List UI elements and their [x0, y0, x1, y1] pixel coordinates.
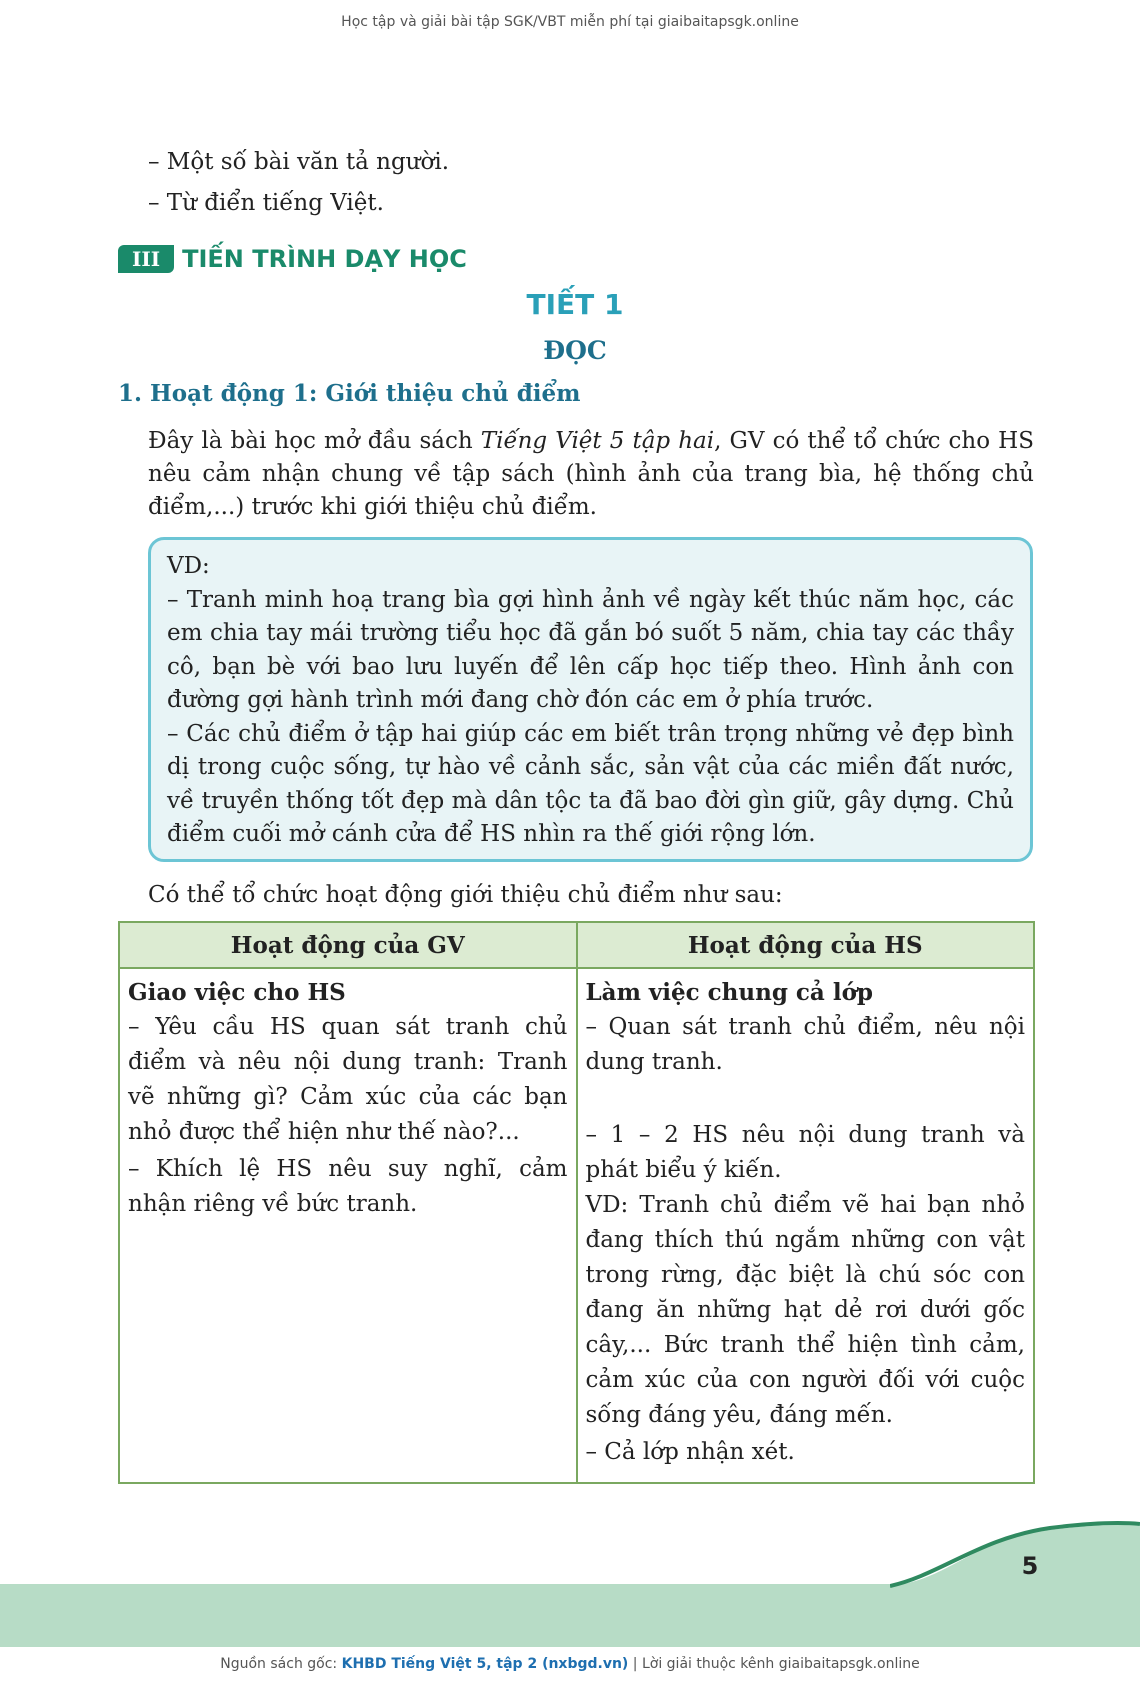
example-box: [148, 537, 1033, 862]
gv-item-1: – Yêu cầu HS quan sát tranh chủ điểm và nêu nội dung tranh: Tranh vẽ những gì? Cảm xúc của các bạn nhỏ được thể hiện như thế nào?...: [128, 1014, 568, 1145]
hs-title: Làm việc chung cả lớp: [585, 979, 873, 1006]
book-title: Tiếng Việt 5 tập hai: [480, 428, 715, 454]
footer-suffix: | Lời giải thuộc kênh giaibaitapsgk.online: [628, 1656, 920, 1672]
hs-cell: [577, 968, 1035, 1483]
header-hs: Hoạt động của HS: [577, 922, 1035, 968]
table-row: [119, 968, 1034, 1483]
section-title: TIẾN TRÌNH DẠY HỌC: [182, 245, 467, 273]
gv-title: Giao việc cho HS: [128, 979, 346, 1006]
table-header-row: [119, 922, 1034, 968]
example-label: VD:: [167, 553, 210, 579]
intro-paragraph: [148, 425, 1034, 524]
intro-before: Đây là bài học mở đầu sách: [148, 428, 481, 454]
table-intro: Có thể tổ chức hoạt động giới thiệu chủ điểm như sau:: [148, 882, 783, 908]
hs-item-1: – Quan sát tranh chủ điểm, nêu nội dung tranh.: [585, 1014, 1025, 1075]
intro-after: , GV có thể tổ chức cho HS nêu cảm nhận chung về tập sách (hình ảnh của trang bìa, hệ thống chủ điểm,...) trước khi giới thiệu chủ điểm.: [148, 428, 1034, 520]
activity-table: [118, 921, 1035, 1484]
lesson-subtitle: ĐỌC: [543, 336, 607, 365]
section-number: III: [118, 245, 174, 273]
footer-source: KHBD Tiếng Việt 5, tập 2 (nxbgd.vn): [341, 1656, 629, 1672]
hs-item-4: – Cả lớp nhận xét.: [585, 1439, 795, 1465]
header-note: Học tập và giải bài tập SGK/VBT miễn phí tại giaibaitapsgk.online: [341, 14, 799, 30]
footer-prefix: Nguồn sách gốc:: [220, 1656, 342, 1672]
section-heading: [118, 244, 467, 274]
gv-cell: [119, 968, 577, 1483]
hs-item-3: VD: Tranh chủ điểm vẽ hai bạn nhỏ đang thích thú ngắm những con vật trong rừng, đặc biệt là chú sóc con đang ăn những hạt dẻ rơi dưới gốc cây,... Bức tranh thể hiện tình cảm, cảm xúc của con người đối với cuộc sống đáng yêu, đáng mến.: [585, 1192, 1025, 1428]
example-item-2: – Các chủ điểm ở tập hai giúp các em biết trân trọng những vẻ đẹp bình dị trong cuộc sống, tự hào về cảnh sắc, sản vật của các miền đất nước, về truyền thống tốt đẹp mà dân tộc ta đã bao đời gìn giữ, gây dựng. Chủ điểm cuối mở cánh cửa để HS nhìn ra thế giới rộng lớn.: [167, 720, 1014, 847]
activity-title: 1. Hoạt động 1: Giới thiệu chủ điểm: [118, 380, 581, 407]
header-gv: Hoạt động của GV: [119, 922, 577, 968]
page-number: 5: [1021, 1552, 1039, 1580]
footer-note: [0, 1656, 1140, 1672]
gv-item-2: – Khích lệ HS nêu suy nghĩ, cảm nhận riêng về bức tranh.: [128, 1156, 568, 1217]
material-item-1: – Một số bài văn tả người.: [148, 149, 450, 175]
footer-band: [0, 1584, 1140, 1647]
lesson-title: TIẾT 1: [526, 288, 624, 321]
material-item-2: – Từ điển tiếng Việt.: [148, 190, 384, 216]
example-item-1: – Tranh minh hoạ trang bìa gợi hình ảnh về ngày kết thúc năm học, các em chia tay mái trường tiểu học đã gắn bó suốt 5 năm, chia tay các thầy cô, bạn bè với bao lưu luyến để lên cấp học tiếp theo. Hình ảnh con đường gợi hành trình mới đang chờ đón các em ở phía trước.: [167, 586, 1014, 713]
hs-item-2: – 1 – 2 HS nêu nội dung tranh và phát biểu ý kiến.: [585, 1122, 1025, 1183]
